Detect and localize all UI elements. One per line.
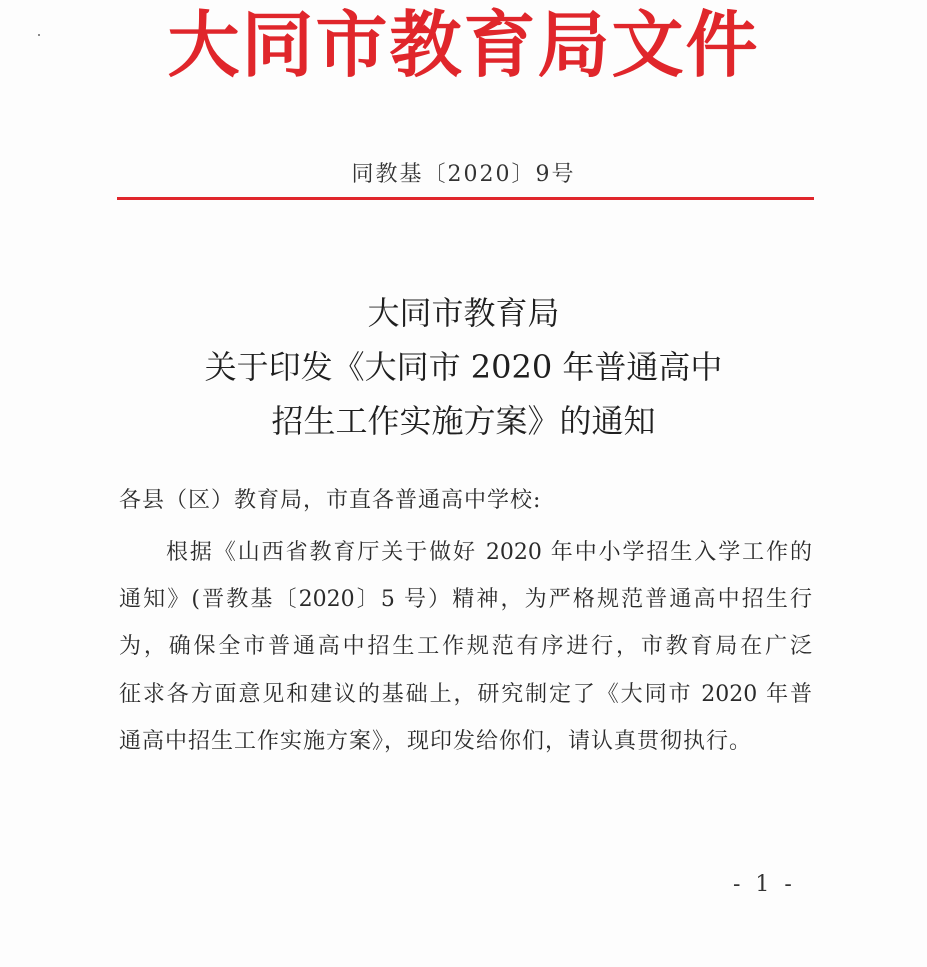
body-text-line-4: 征求各方面意见和建议的基础上，研究制定了《大同市 2020 年普 — [119, 682, 812, 707]
page-number: - 1 - — [733, 872, 796, 897]
body-text-line-2: 通知》(晋教基〔2020〕5 号）精神，为严格规范普通高中招生行 — [119, 587, 812, 612]
agency-header-title: 大同市教育局文件 — [167, 3, 760, 87]
red-divider-line — [117, 197, 814, 200]
body-text-line-1: 根据《山西省教育厅关于做好 2020 年中小学招生入学工作的 — [166, 540, 812, 565]
body-text-line-5: 通高中招生工作实施方案》，现印发给你们，请认真贯彻执行。 — [119, 729, 753, 754]
body-text-line-3: 为，确保全市普通高中招生工作规范有序进行，市教育局在广泛 — [119, 634, 812, 659]
notice-title — [0, 286, 927, 448]
title-line-1: 大同市教育局 — [367, 294, 560, 332]
document-number: 同教基〔2020〕9号 — [351, 162, 576, 187]
addressee-line: 各县（区）教育局，市直各普通高中学校: — [119, 488, 542, 513]
title-line-2: 关于印发《大同市 2020 年普通高中 — [204, 348, 723, 386]
title-line-3: 招生工作实施方案》的通知 — [271, 402, 656, 440]
